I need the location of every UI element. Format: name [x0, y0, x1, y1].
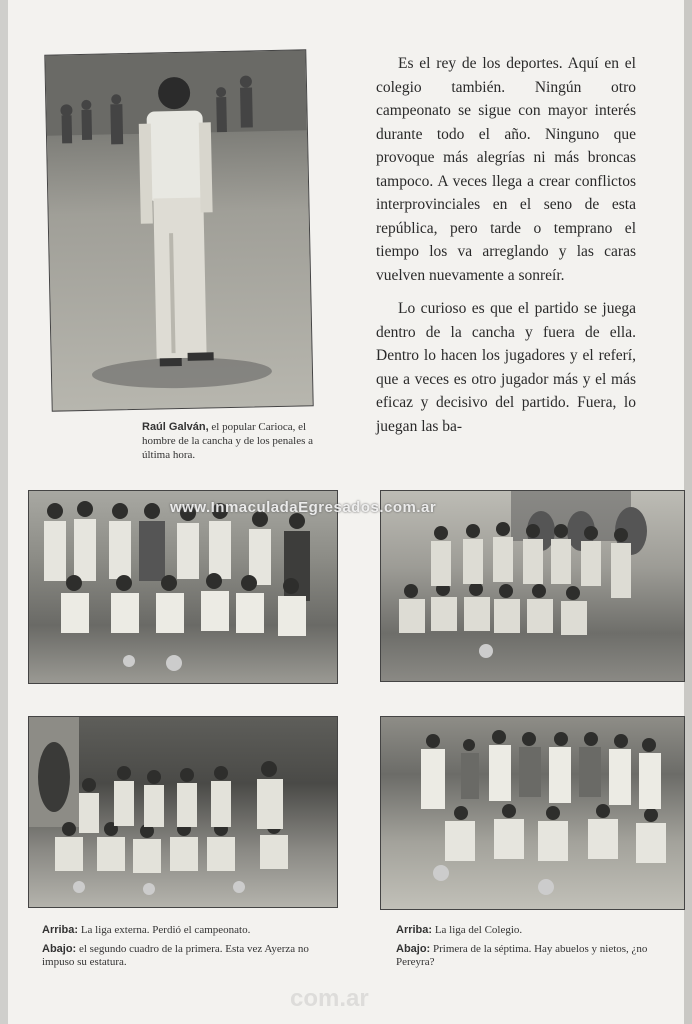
- caption-line: [42, 943, 332, 969]
- portrait-illustration: [45, 50, 312, 410]
- caption-text: el segundo cuadro de la primera. Esta vez Ayerza no impuso su estatura.: [42, 943, 309, 968]
- team-photo-bottom-left: [28, 716, 338, 908]
- caption-left: [42, 924, 332, 975]
- portrait-caption: [142, 420, 322, 462]
- caption-label: Arriba:: [396, 924, 433, 936]
- page-edge-left: [0, 0, 8, 1024]
- portrait-caption-name: Raúl Galván,: [142, 421, 209, 433]
- team-illustration: [29, 717, 337, 907]
- site-watermark: www.InmaculadaEgresados.com.ar: [170, 499, 437, 516]
- portrait-caption-text: el popular Carioca, el hombre de la cancha y de los penales a última hora.: [142, 421, 314, 461]
- caption-label: Abajo:: [42, 943, 77, 955]
- caption-label: Abajo:: [396, 943, 431, 955]
- team-illustration: [381, 717, 684, 909]
- caption-line: [396, 943, 678, 969]
- page-edge-right: [684, 0, 692, 1024]
- caption-right: [396, 924, 678, 975]
- team-photo-top-right: [380, 490, 685, 682]
- caption-text: Primera de la séptima. Hay abuelos y nietos, ¿no Pereyra?: [396, 943, 648, 968]
- portrait-photo: [44, 49, 313, 411]
- caption-line: [42, 924, 332, 937]
- site-watermark-faint: com.ar: [290, 985, 369, 1012]
- caption-text: La liga del Colegio.: [432, 924, 523, 936]
- caption-line: [396, 924, 678, 937]
- team-illustration: [381, 491, 684, 681]
- caption-text: La liga externa. Perdió el campeonato.: [78, 924, 251, 936]
- article-body: [376, 52, 636, 448]
- team-photo-bottom-right: [380, 716, 685, 910]
- article-paragraph: Lo curioso es que el partido se juega dentro de la cancha y fuera de ella. Dentro lo hacen los jugadores y el referí, que a veces es otro jugador más y el más eficaz y decisivo del partido. Fuera, lo juegan las ba-: [376, 300, 636, 435]
- team-illustration: [29, 491, 337, 683]
- team-photo-top-left: [28, 490, 338, 684]
- article-paragraph: Es el rey de los deportes. Aquí en el colegio también. Ningún otro campeonato se sigue con mayor interés durante todo el año. Ninguno que provoque más alegrías ni más broncas tampoco. A veces llega a crear conflictos interprovinciales en el seno de esta república, pero tarde o temprano el tiempo los va arreglando y las caras vuelven nuevamente a sonreír.: [376, 55, 636, 284]
- caption-label: Arriba:: [42, 924, 79, 936]
